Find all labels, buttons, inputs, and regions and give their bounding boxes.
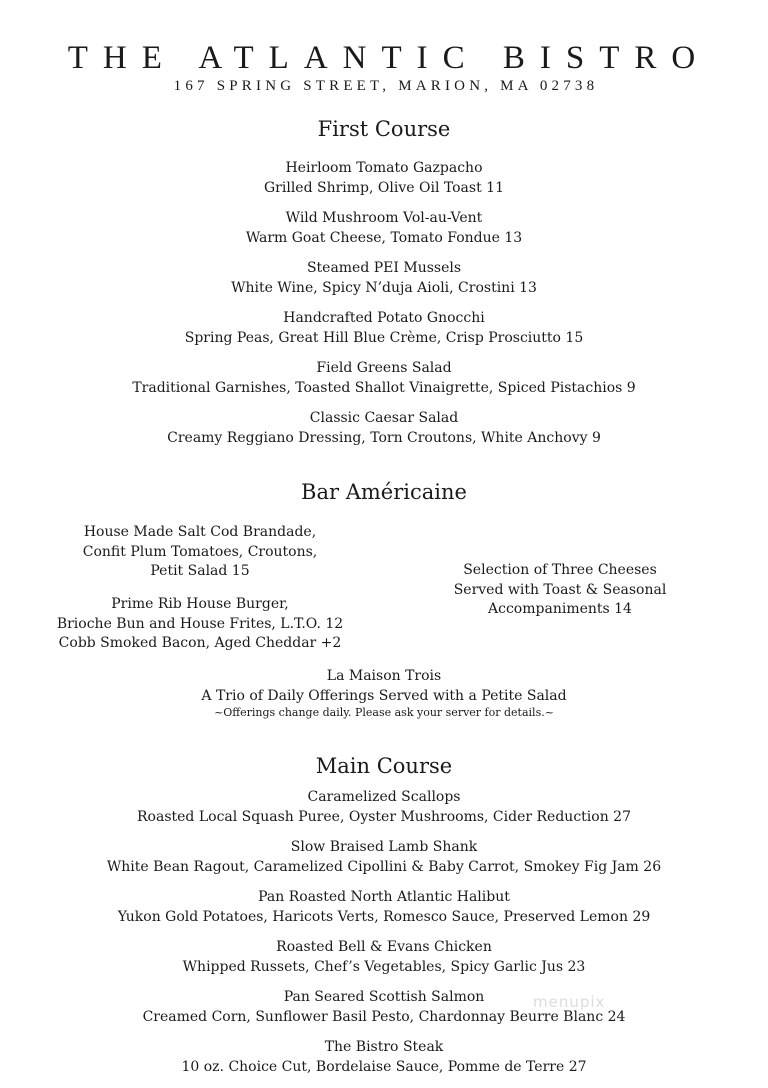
first-course-list bbox=[0, 159, 768, 459]
dish-description: Confit Plum Tomatoes, Croutons, bbox=[82, 543, 318, 560]
menu-item bbox=[0, 988, 768, 1027]
brandade-item bbox=[20, 523, 380, 582]
menu-item bbox=[0, 259, 768, 298]
menu-item bbox=[0, 838, 768, 877]
maison-trois-item bbox=[0, 667, 768, 720]
dish-name: Steamed PEI Mussels bbox=[306, 260, 462, 276]
dish-name: Roasted Bell & Evans Chicken bbox=[276, 939, 492, 955]
dish-description: White Wine, Spicy N’duja Aioli, Crostini 13 bbox=[231, 279, 537, 296]
dish-description: Cobb Smoked Bacon, Aged Cheddar +2 bbox=[58, 635, 342, 651]
dish-description: Brioche Bun and House Frites, L.T.O. 12 bbox=[56, 615, 344, 632]
menu-item bbox=[0, 409, 768, 448]
restaurant-title: THE ATLANTIC BISTRO bbox=[67, 40, 711, 76]
watermark: menupix bbox=[533, 993, 606, 1011]
main-course-heading: Main Course bbox=[315, 754, 453, 778]
dish-description: Warm Goat Cheese, Tomato Fondue 13 bbox=[245, 229, 523, 246]
dish-name: Prime Rib House Burger, bbox=[111, 596, 289, 612]
dish-description: Creamy Reggiano Dressing, Torn Croutons, White Anchovy 9 bbox=[167, 429, 601, 446]
dish-name: La Maison Trois bbox=[326, 668, 442, 684]
dish-description: Yukon Gold Potatoes, Haricots Verts, Romesco Sauce, Preserved Lemon 29 bbox=[117, 908, 651, 925]
menu-item bbox=[0, 159, 768, 198]
menu-item bbox=[0, 209, 768, 248]
menu-item bbox=[0, 359, 768, 398]
dish-name: Pan Seared Scottish Salmon bbox=[283, 989, 485, 1005]
dish-description: Traditional Garnishes, Toasted Shallot Vinaigrette, Spiced Pistachios 9 bbox=[132, 379, 636, 396]
menu-item bbox=[0, 309, 768, 348]
dish-name: Handcrafted Potato Gnocchi bbox=[283, 310, 485, 326]
dish-name: Caramelized Scallops bbox=[307, 789, 461, 805]
cheeses-item bbox=[400, 561, 720, 620]
menu-item bbox=[0, 888, 768, 927]
dish-description: Accompaniments 14 bbox=[488, 601, 632, 617]
dish-description: Creamed Corn, Sunflower Basil Pesto, Chardonnay Beurre Blanc 24 bbox=[142, 1008, 626, 1025]
dish-description: Spring Peas, Great Hill Blue Crème, Crisp Prosciutto 15 bbox=[184, 329, 584, 346]
dish-description: Grilled Shrimp, Olive Oil Toast 11 bbox=[264, 179, 504, 196]
menu-item bbox=[0, 938, 768, 977]
dish-name: House Made Salt Cod Brandade, bbox=[83, 524, 317, 540]
dish-name: Field Greens Salad bbox=[316, 360, 452, 376]
bar-heading: Bar Américaine bbox=[301, 480, 467, 504]
dish-name: Selection of Three Cheeses bbox=[463, 562, 657, 578]
restaurant-address: 167 SPRING STREET, MARION, MA 02738 bbox=[173, 78, 599, 94]
dish-name: Pan Roasted North Atlantic Halibut bbox=[258, 889, 510, 905]
dish-name: Classic Caesar Salad bbox=[309, 410, 459, 426]
dish-name: Heirloom Tomato Gazpacho bbox=[285, 160, 483, 176]
burger-item bbox=[20, 595, 380, 654]
dish-name: Slow Braised Lamb Shank bbox=[290, 839, 478, 855]
main-course-list bbox=[0, 788, 768, 1088]
dish-description: Whipped Russets, Chef’s Vegetables, Spicy Garlic Jus 23 bbox=[182, 958, 586, 975]
daily-offerings-note: ~Offerings change daily. Please ask your server for details.~ bbox=[214, 706, 554, 719]
menu-item bbox=[0, 1038, 768, 1077]
dish-description: White Bean Ragout, Caramelized Cipollini & Baby Carrot, Smokey Fig Jam 26 bbox=[106, 858, 662, 875]
dish-name: Wild Mushroom Vol-au-Vent bbox=[285, 210, 483, 226]
dish-description: Served with Toast & Seasonal bbox=[453, 581, 667, 598]
menu-item bbox=[0, 788, 768, 827]
dish-description: Roasted Local Squash Puree, Oyster Mushrooms, Cider Reduction 27 bbox=[137, 808, 631, 825]
dish-description: A Trio of Daily Offerings Served with a Petite Salad bbox=[201, 687, 567, 704]
first-course-heading: First Course bbox=[317, 117, 451, 141]
dish-description: 10 oz. Choice Cut, Bordelaise Sauce, Pomme de Terre 27 bbox=[181, 1058, 587, 1075]
dish-description: Petit Salad 15 bbox=[150, 563, 250, 579]
dish-name: The Bistro Steak bbox=[324, 1039, 444, 1055]
